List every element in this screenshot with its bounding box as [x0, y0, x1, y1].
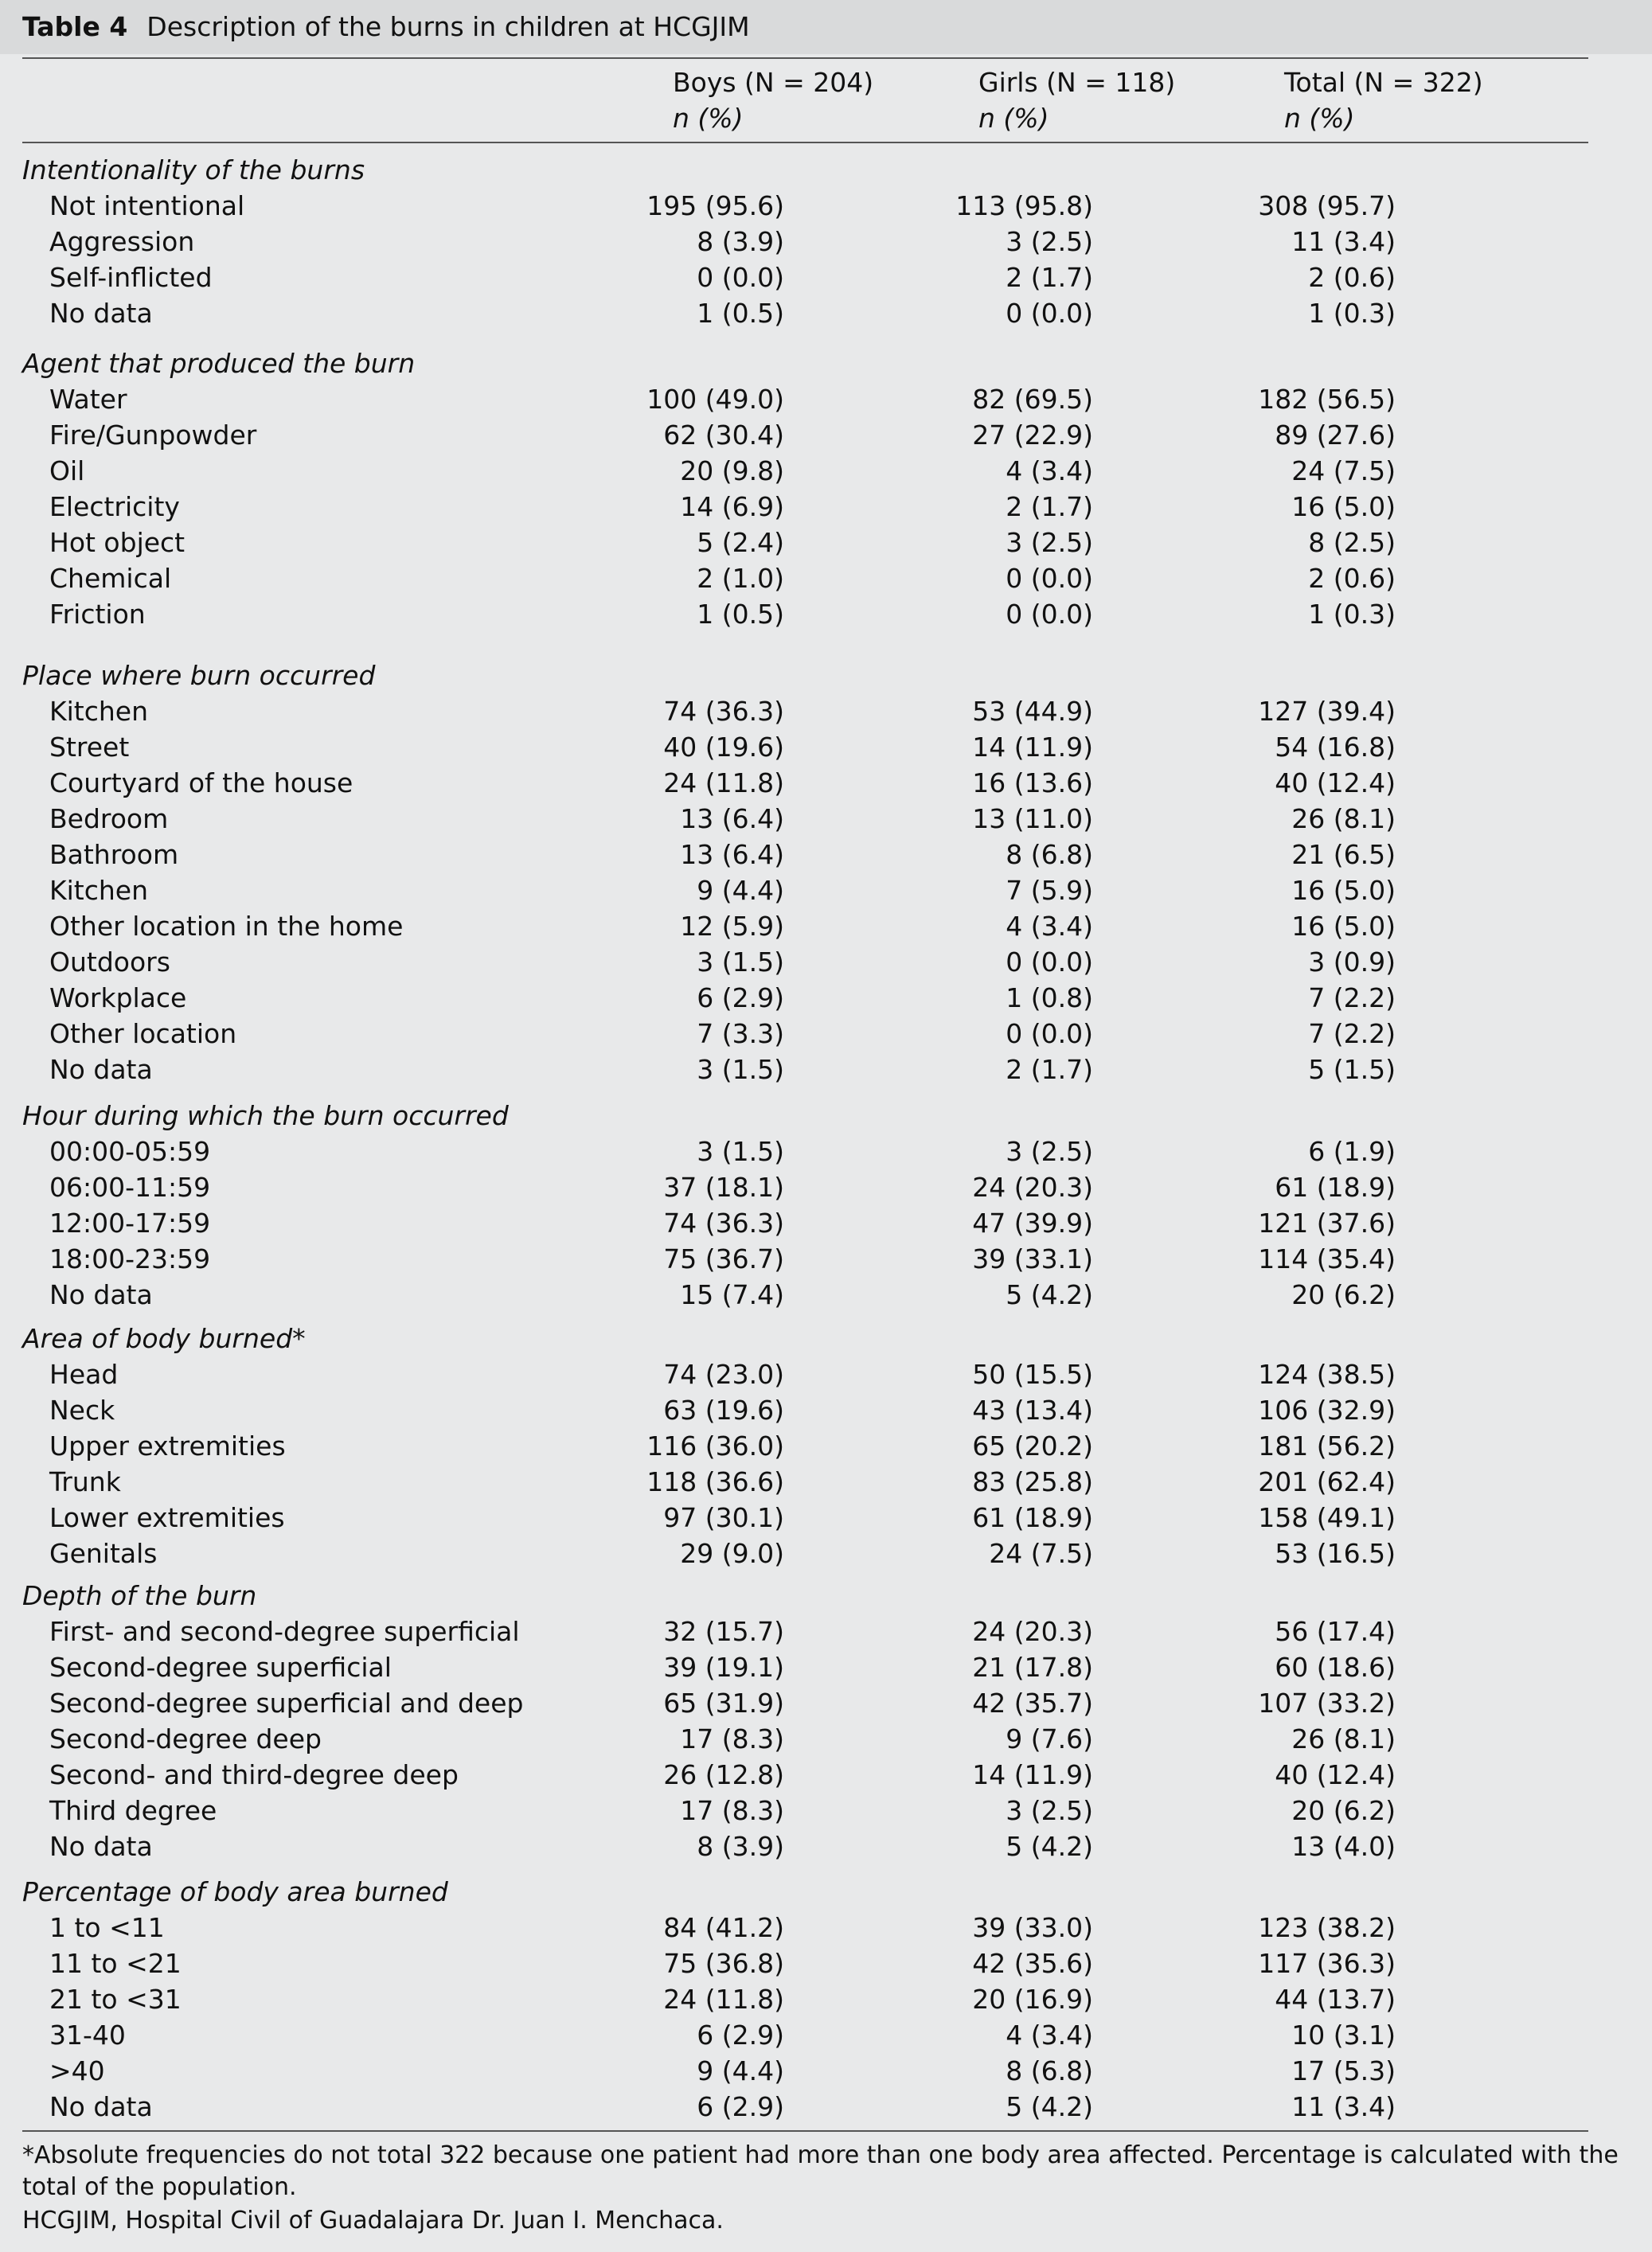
row-label: No data [49, 298, 153, 329]
cell-girls: 50 (15.5) [972, 1359, 1093, 1390]
table-bottom-rule [22, 2130, 1588, 2132]
cell-boys: 7 (3.3) [697, 1018, 784, 1049]
row-label: Kitchen [49, 696, 149, 727]
cell-girls: 2 (1.7) [1006, 262, 1093, 293]
column-header-boys-title: Boys (N = 204) [673, 67, 874, 98]
row-label: 21 to <31 [49, 1984, 182, 2015]
table-row [0, 1795, 1652, 1830]
cell-girls: 2 (1.7) [1006, 491, 1093, 522]
cell-boys: 1 (0.5) [697, 599, 784, 630]
cell-total: 53 (16.5) [1275, 1538, 1396, 1569]
cell-girls: 4 (3.4) [1006, 2020, 1093, 2051]
cell-girls: 8 (6.8) [1006, 2055, 1093, 2086]
table-row [0, 2055, 1652, 2090]
table-row [0, 1466, 1652, 1501]
table-row [0, 2091, 1652, 2126]
cell-total: 17 (5.3) [1291, 2055, 1396, 2086]
row-label: Other location in the home [49, 911, 404, 942]
cell-boys: 63 (19.6) [663, 1395, 784, 1426]
cell-girls: 21 (17.8) [972, 1652, 1093, 1683]
column-header-girls-title: Girls (N = 118) [978, 67, 1176, 98]
row-label: First- and second-degree superficial [49, 1616, 520, 1647]
cell-boys: 12 (5.9) [680, 911, 784, 942]
cell-girls: 0 (0.0) [1006, 1018, 1093, 1049]
cell-boys: 195 (95.6) [646, 190, 784, 221]
table-row [0, 1136, 1652, 1171]
cell-girls: 0 (0.0) [1006, 599, 1093, 630]
cell-total: 181 (56.2) [1258, 1430, 1396, 1462]
cell-girls: 113 (95.8) [955, 190, 1093, 221]
cell-total: 56 (17.4) [1275, 1616, 1396, 1647]
cell-total: 123 (38.2) [1258, 1912, 1396, 1943]
cell-total: 3 (0.9) [1308, 946, 1396, 978]
row-label: Kitchen [49, 875, 149, 906]
table-row [0, 226, 1652, 261]
cell-boys: 9 (4.4) [697, 875, 784, 906]
cell-total: 5 (1.5) [1308, 1054, 1396, 1085]
row-label: Trunk [49, 1466, 121, 1497]
table-row [0, 1172, 1652, 1207]
cell-total: 124 (38.5) [1258, 1359, 1396, 1390]
cell-total: 8 (2.5) [1308, 527, 1396, 558]
cell-girls: 5 (4.2) [1006, 2091, 1093, 2122]
cell-total: 40 (12.4) [1275, 1759, 1396, 1790]
cell-total: 16 (5.0) [1291, 911, 1396, 942]
row-label: 00:00-05:59 [49, 1136, 211, 1167]
table-row [0, 875, 1652, 910]
table-row [0, 1243, 1652, 1278]
cell-total: 127 (39.4) [1258, 696, 1396, 727]
cell-boys: 75 (36.8) [663, 1948, 784, 1979]
cell-total: 16 (5.0) [1291, 875, 1396, 906]
cell-girls: 3 (2.5) [1006, 1795, 1093, 1826]
table-caption [22, 11, 750, 42]
row-label: Bedroom [49, 803, 169, 834]
row-label: No data [49, 1831, 153, 1862]
cell-boys: 24 (11.8) [663, 1984, 784, 2015]
table-row [0, 599, 1652, 634]
cell-total: 26 (8.1) [1291, 803, 1396, 834]
cell-girls: 14 (11.9) [972, 732, 1093, 763]
cell-girls: 0 (0.0) [1006, 298, 1093, 329]
row-label: No data [49, 1054, 153, 1085]
table-label: Table 4 [22, 11, 128, 42]
row-label: Workplace [49, 982, 187, 1013]
cell-girls: 39 (33.0) [972, 1912, 1093, 1943]
cell-boys: 6 (2.9) [697, 2091, 784, 2122]
cell-girls: 27 (22.9) [972, 420, 1093, 451]
cell-girls: 4 (3.4) [1006, 455, 1093, 486]
row-label: Other location [49, 1018, 237, 1049]
table-row [0, 839, 1652, 874]
row-label: Friction [49, 599, 146, 630]
table-row [0, 1208, 1652, 1243]
cell-boys: 37 (18.1) [663, 1172, 784, 1203]
table-row [0, 982, 1652, 1017]
row-label: Second-degree deep [49, 1723, 322, 1754]
cell-boys: 84 (41.2) [663, 1912, 784, 1943]
cell-girls: 0 (0.0) [1006, 946, 1093, 978]
cell-girls: 1 (0.8) [1006, 982, 1093, 1013]
cell-boys: 74 (36.3) [663, 1208, 784, 1239]
cell-boys: 8 (3.9) [697, 1831, 784, 1862]
cell-boys: 118 (36.6) [646, 1466, 784, 1497]
table-row [0, 1359, 1652, 1394]
cell-girls: 24 (20.3) [972, 1172, 1093, 1203]
table-row [0, 491, 1652, 526]
cell-boys: 116 (36.0) [646, 1430, 784, 1462]
cell-total: 16 (5.0) [1291, 491, 1396, 522]
row-label: 11 to <21 [49, 1948, 182, 1979]
cell-boys: 9 (4.4) [697, 2055, 784, 2086]
cell-boys: 17 (8.3) [680, 1795, 784, 1826]
table-row [0, 1502, 1652, 1537]
cell-total: 60 (18.6) [1275, 1652, 1396, 1683]
table-row [0, 1395, 1652, 1430]
cell-boys: 24 (11.8) [663, 767, 784, 798]
cell-boys: 3 (1.5) [697, 1054, 784, 1085]
cell-girls: 39 (33.1) [972, 1243, 1093, 1274]
column-header-boys [673, 67, 873, 134]
cell-boys: 2 (1.0) [697, 563, 784, 594]
cell-girls: 7 (5.9) [1006, 875, 1093, 906]
table-caption-text: Description of the burns in children at HCGJIM [146, 11, 750, 42]
cell-total: 2 (0.6) [1308, 262, 1396, 293]
row-label: Chemical [49, 563, 172, 594]
row-label: Water [49, 384, 127, 415]
table-row [0, 420, 1652, 455]
section-title: Hour during which the burn occurred [22, 1100, 509, 1131]
cell-boys: 1 (0.5) [697, 298, 784, 329]
column-header-girls [978, 67, 1175, 134]
table-row [0, 298, 1652, 333]
row-label: Second-degree superficial [49, 1652, 392, 1683]
table-row [0, 1279, 1652, 1314]
cell-girls: 20 (16.9) [972, 1984, 1093, 2015]
cell-girls: 5 (4.2) [1006, 1831, 1093, 1862]
cell-boys: 40 (19.6) [663, 732, 784, 763]
cell-total: 158 (49.1) [1258, 1502, 1396, 1533]
cell-total: 21 (6.5) [1291, 839, 1396, 870]
cell-total: 7 (2.2) [1308, 982, 1396, 1013]
cell-girls: 2 (1.7) [1006, 1054, 1093, 1085]
row-label: >40 [49, 2055, 105, 2086]
cell-boys: 8 (3.9) [697, 226, 784, 257]
cell-total: 6 (1.9) [1308, 1136, 1396, 1167]
cell-girls: 4 (3.4) [1006, 911, 1093, 942]
cell-total: 1 (0.3) [1308, 599, 1396, 630]
table-row [0, 1912, 1652, 1947]
cell-boys: 15 (7.4) [680, 1279, 784, 1310]
row-label: Not intentional [49, 190, 245, 221]
cell-total: 89 (27.6) [1275, 420, 1396, 451]
cell-boys: 29 (9.0) [680, 1538, 784, 1569]
cell-girls: 8 (6.8) [1006, 839, 1093, 870]
table-row [0, 190, 1652, 225]
cell-boys: 6 (2.9) [697, 982, 784, 1013]
cell-total: 11 (3.4) [1291, 226, 1396, 257]
section-title: Percentage of body area burned [22, 1876, 448, 1907]
row-label: Outdoors [49, 946, 170, 978]
cell-boys: 74 (36.3) [663, 696, 784, 727]
section-title: Place where burn occurred [22, 660, 376, 691]
cell-boys: 17 (8.3) [680, 1723, 784, 1754]
cell-total: 182 (56.5) [1258, 384, 1396, 415]
cell-total: 7 (2.2) [1308, 1018, 1396, 1049]
cell-girls: 47 (39.9) [972, 1208, 1093, 1239]
row-label: 06:00-11:59 [49, 1172, 211, 1203]
row-label: 12:00-17:59 [49, 1208, 211, 1239]
row-label: No data [49, 2091, 153, 2122]
row-label: No data [49, 1279, 153, 1310]
row-label: Head [49, 1359, 119, 1390]
cell-girls: 83 (25.8) [972, 1466, 1093, 1497]
cell-total: 107 (33.2) [1258, 1688, 1396, 1719]
row-label: Hot object [49, 527, 186, 558]
table-row [0, 911, 1652, 946]
cell-boys: 6 (2.9) [697, 2020, 784, 2051]
cell-total: 10 (3.1) [1291, 2020, 1396, 2051]
cell-boys: 0 (0.0) [697, 262, 784, 293]
cell-girls: 53 (44.9) [972, 696, 1093, 727]
section-title: Area of body burned* [22, 1323, 306, 1354]
cell-boys: 5 (2.4) [697, 527, 784, 558]
table-row [0, 262, 1652, 297]
section-title: Intentionality of the burns [22, 154, 365, 185]
cell-girls: 82 (69.5) [972, 384, 1093, 415]
cell-total: 114 (35.4) [1258, 1243, 1396, 1274]
cell-total: 1 (0.3) [1308, 298, 1396, 329]
cell-total: 121 (37.6) [1258, 1208, 1396, 1239]
cell-boys: 14 (6.9) [680, 491, 784, 522]
row-label: Second-degree superficial and deep [49, 1688, 524, 1719]
cell-girls: 42 (35.6) [972, 1948, 1093, 1979]
row-label: Courtyard of the house [49, 767, 353, 798]
table-row [0, 1688, 1652, 1723]
table-row [0, 803, 1652, 838]
table-row [0, 527, 1652, 562]
row-label: Fire/Gunpowder [49, 420, 257, 451]
cell-girls: 14 (11.9) [972, 1759, 1093, 1790]
cell-total: 40 (12.4) [1275, 767, 1396, 798]
table-row [0, 1831, 1652, 1866]
cell-boys: 20 (9.8) [680, 455, 784, 486]
cell-girls: 16 (13.6) [972, 767, 1093, 798]
column-header-girls-sub: n (%) [978, 103, 1049, 134]
row-label: Street [49, 732, 130, 763]
cell-total: 106 (32.9) [1258, 1395, 1396, 1426]
cell-girls: 24 (7.5) [989, 1538, 1093, 1569]
row-label: Upper extremities [49, 1430, 286, 1462]
column-header-total-title: Total (N = 322) [1284, 67, 1483, 98]
table-row [0, 2020, 1652, 2055]
column-header-total [1284, 67, 1483, 134]
row-label: Lower extremities [49, 1502, 285, 1533]
cell-total: 61 (18.9) [1275, 1172, 1396, 1203]
column-header-boys-sub: n (%) [673, 103, 744, 134]
row-label: Bathroom [49, 839, 179, 870]
row-label: Neck [49, 1395, 115, 1426]
table-row [0, 1723, 1652, 1758]
cell-boys: 3 (1.5) [697, 946, 784, 978]
cell-boys: 97 (30.1) [663, 1502, 784, 1533]
cell-boys: 39 (19.1) [663, 1652, 784, 1683]
section-title: Depth of the burn [22, 1580, 257, 1611]
cell-girls: 13 (11.0) [972, 803, 1093, 834]
row-label: Electricity [49, 491, 180, 522]
row-label: 31-40 [49, 2020, 126, 2051]
cell-total: 24 (7.5) [1291, 455, 1396, 486]
cell-boys: 3 (1.5) [697, 1136, 784, 1167]
table-row [0, 767, 1652, 802]
table-row [0, 1948, 1652, 1983]
cell-total: 11 (3.4) [1291, 2091, 1396, 2122]
header-top-rule [22, 57, 1588, 59]
table-row [0, 563, 1652, 598]
footnote-asterisk: *Absolute frequencies do not total 322 because one patient had more than one body area affected. Percentage is calculated with the total of the population. [22, 2141, 1619, 2201]
cell-total: 13 (4.0) [1291, 1831, 1396, 1862]
cell-total: 20 (6.2) [1291, 1279, 1396, 1310]
table-row [0, 946, 1652, 982]
table-row [0, 1984, 1652, 2019]
row-label: Aggression [49, 226, 195, 257]
column-header-total-sub: n (%) [1284, 103, 1355, 134]
row-label: 18:00-23:59 [49, 1243, 211, 1274]
cell-boys: 32 (15.7) [663, 1616, 784, 1647]
cell-total: 44 (13.7) [1275, 1984, 1396, 2015]
footnote-abbreviation: HCGJIM, Hospital Civil of Guadalajara Dr. Juan I. Menchaca. [22, 2207, 724, 2234]
cell-total: 54 (16.8) [1275, 732, 1396, 763]
cell-girls: 61 (18.9) [972, 1502, 1093, 1533]
table-row [0, 1018, 1652, 1053]
row-label: 1 to <11 [49, 1912, 165, 1943]
cell-boys: 75 (36.7) [663, 1243, 784, 1274]
row-label: Third degree [49, 1795, 217, 1826]
cell-girls: 24 (20.3) [972, 1616, 1093, 1647]
table-row [0, 1054, 1652, 1089]
table-row [0, 1538, 1652, 1573]
cell-girls: 3 (2.5) [1006, 1136, 1093, 1167]
row-label: Self-inflicted [49, 262, 213, 293]
row-label: Genitals [49, 1538, 158, 1569]
row-label: Oil [49, 455, 85, 486]
table-row [0, 1652, 1652, 1687]
table-row [0, 1759, 1652, 1794]
table-row [0, 384, 1652, 419]
header-bottom-rule [22, 142, 1588, 143]
cell-boys: 13 (6.4) [680, 839, 784, 870]
cell-boys: 100 (49.0) [646, 384, 784, 415]
cell-total: 201 (62.4) [1258, 1466, 1396, 1497]
cell-girls: 5 (4.2) [1006, 1279, 1093, 1310]
cell-total: 20 (6.2) [1291, 1795, 1396, 1826]
cell-girls: 9 (7.6) [1006, 1723, 1093, 1754]
cell-girls: 65 (20.2) [972, 1430, 1093, 1462]
row-label: Second- and third-degree deep [49, 1759, 459, 1790]
cell-girls: 3 (2.5) [1006, 226, 1093, 257]
table-row [0, 696, 1652, 731]
cell-boys: 26 (12.8) [663, 1759, 784, 1790]
cell-girls: 0 (0.0) [1006, 563, 1093, 594]
cell-boys: 65 (31.9) [663, 1688, 784, 1719]
cell-girls: 3 (2.5) [1006, 527, 1093, 558]
cell-total: 2 (0.6) [1308, 563, 1396, 594]
table-row [0, 455, 1652, 490]
cell-boys: 13 (6.4) [680, 803, 784, 834]
section-title: Agent that produced the burn [22, 348, 416, 379]
cell-total: 117 (36.3) [1258, 1948, 1396, 1979]
table-row [0, 1430, 1652, 1466]
cell-boys: 74 (23.0) [663, 1359, 784, 1390]
cell-total: 308 (95.7) [1258, 190, 1396, 221]
cell-girls: 43 (13.4) [972, 1395, 1093, 1426]
table-row [0, 732, 1652, 767]
cell-total: 26 (8.1) [1291, 1723, 1396, 1754]
table-row [0, 1616, 1652, 1651]
cell-girls: 42 (35.7) [972, 1688, 1093, 1719]
cell-boys: 62 (30.4) [663, 420, 784, 451]
